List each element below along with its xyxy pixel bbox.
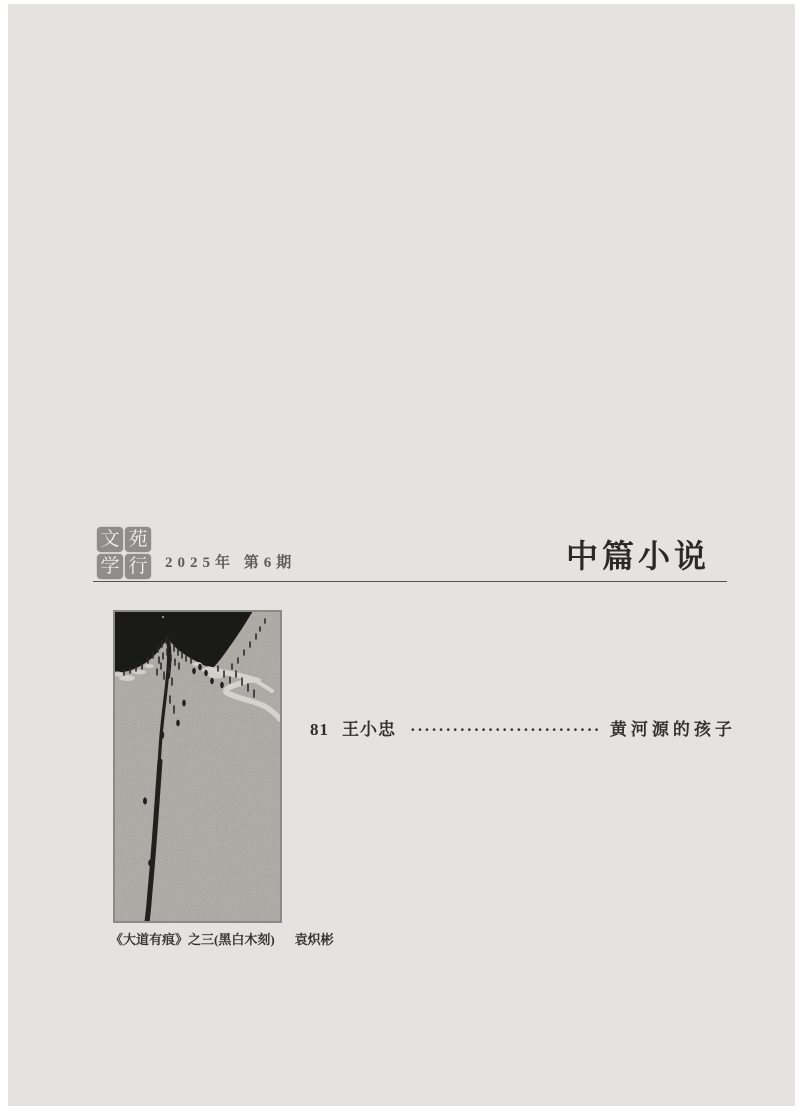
seal-character-tile: 苑 xyxy=(125,527,151,552)
header-divider-line xyxy=(93,581,727,582)
toc-author: 王小忠 xyxy=(342,720,396,739)
toc-entry xyxy=(310,715,736,740)
woodcut-artwork-image xyxy=(114,611,281,922)
woodcut-print-graphic xyxy=(114,611,281,922)
artwork-caption-title: 《大道有痕》之三(黑白木刻) xyxy=(110,932,275,947)
seal-character-tile: 行 xyxy=(125,554,151,579)
artwork-caption-artist: 袁炽彬 xyxy=(294,932,334,947)
magazine-logo-seal xyxy=(97,527,151,579)
seal-character-tile: 文 xyxy=(97,527,123,552)
section-title-heading: 中篇小说 xyxy=(565,538,710,574)
magazine-page xyxy=(8,4,795,1106)
toc-leader-dots: ··························· xyxy=(410,720,601,739)
issue-date-label: 2025年 第6期 xyxy=(165,555,297,571)
artwork-caption xyxy=(110,929,334,948)
toc-story-title: 黄河源的孩子 xyxy=(609,720,736,739)
toc-page-number: 81 xyxy=(310,720,329,739)
seal-character-tile: 学 xyxy=(97,554,123,579)
